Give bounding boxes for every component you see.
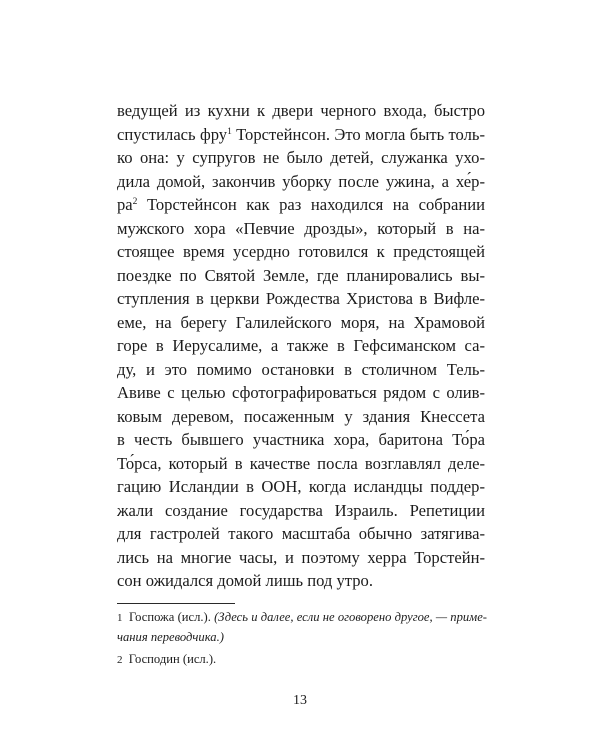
footnote-divider [117,603,235,604]
footnote-1 [117,607,487,627]
text-line [117,217,485,241]
text-line [117,264,485,288]
text-segment: в честь бывшего участника хора, баритона То́ра [117,430,485,449]
footnotes [117,607,487,669]
text-line [117,311,485,335]
text-segment: ду, и это помимо остановки в столичном Тель- [117,359,485,379]
footnote-2 [117,649,487,669]
text-line [117,193,485,217]
text-segment: мужского хора «Певчие дрозды», который в на- [117,218,485,238]
text-line [117,99,485,123]
text-line [117,475,485,499]
text-line [117,522,485,546]
text-line [117,546,485,570]
text-segment: Торстейнсон как раз находился на собрании [137,195,485,214]
text-line [117,569,485,593]
text-line [117,499,485,523]
footnote-text: Господин (исл.). [128,652,217,666]
text-segment: еме, на берегу Галилейского моря, на Храмовой [117,312,485,332]
text-segment: ко она: у супругов не было детей, служанка ухо- [117,148,485,167]
footnote-note: (Здесь и далее, если не оговорено другое, — приме- [214,610,487,624]
footnote-number: 1 [117,612,123,624]
text-segment: горе в Иерусалиме, а также в Гефсиманском са- [117,336,485,355]
footnote-marker: 2 [132,197,138,207]
text-segment: спустилась фру [117,124,228,144]
page-number: 13 [293,693,307,708]
text-line [117,146,485,170]
text-segment: жали создание государства Израиль. Репетиции [117,500,485,520]
text-segment: ра [117,195,133,214]
text-segment: дила домой, закончив уборку после ужина, а хе́р- [117,171,485,191]
body-text [117,99,485,593]
text-line [117,170,485,194]
text-segment: Торстейнсон. Это могла быть толь- [231,124,485,144]
text-segment: ведущей из кухни к двери черного входа, быстро [117,101,485,120]
text-segment: лись на многие часы, и поэтому херра Торстейн- [117,547,485,567]
text-line [117,240,485,264]
text-segment: поездке по Святой Земле, где планировались вы- [117,265,485,285]
text-line [117,381,485,405]
text-segment: То́рса, который в качестве посла возглавлял деле- [117,453,485,473]
footnote-note-continuation: чания переводчика.) [117,630,224,644]
text-line [117,428,485,452]
footnote-number: 2 [117,654,123,666]
text-segment: сон ожидался домой лишь под утро. [117,571,373,590]
text-line [117,452,485,476]
text-segment: ступления в церкви Рождества Христова в Вифле- [117,289,485,308]
text-segment: Авиве с целью сфотографироваться рядом с олив- [117,383,485,402]
text-line [117,405,485,429]
text-segment: для гастролей такого масштаба обычно затягива- [117,524,485,543]
footnote-marker: 1 [227,126,232,137]
text-line [117,358,485,382]
footnote-text: Госпожа (исл.). [128,610,211,624]
text-segment: гацию Исландии в ООН, когда исландцы поддер- [117,477,485,496]
text-line [117,287,485,311]
text-line [117,123,485,147]
text-line [117,334,485,358]
footnote-1-continuation [117,627,487,647]
text-segment: стоящее время усердно готовился к предстоящей [117,242,485,261]
text-segment: ковым деревом, посаженным у здания Кнессета [117,406,485,426]
